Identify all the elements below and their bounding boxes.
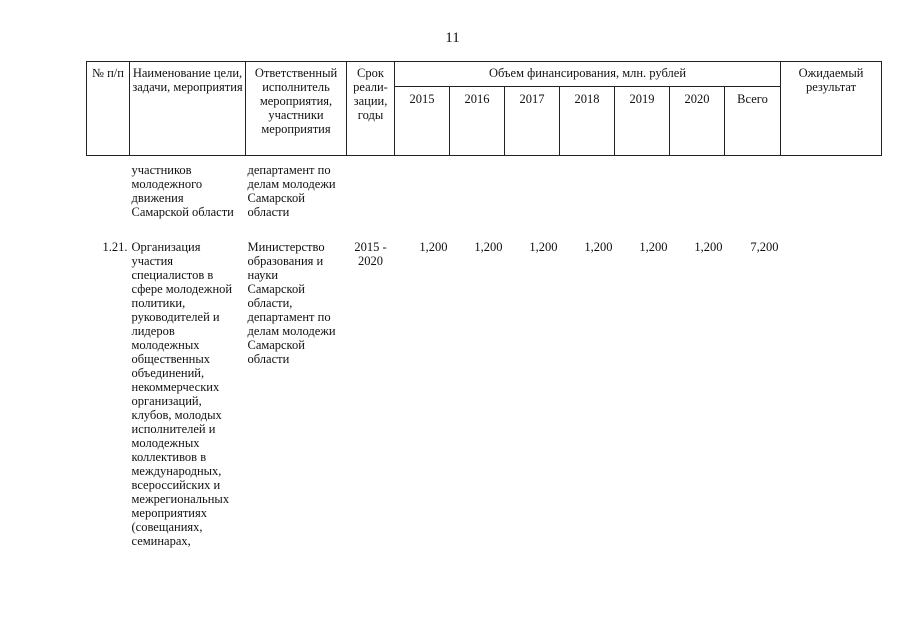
header-year-2020: 2020: [670, 87, 725, 156]
row-name: [130, 233, 246, 548]
row-name-line: объединений,: [131, 366, 205, 380]
header-name: Наименование цели, задачи, мероприятия: [130, 62, 246, 156]
header-year-2019: 2019: [615, 87, 670, 156]
row-name-line: Самарской области: [131, 205, 234, 219]
row-value-2015: [395, 156, 450, 234]
header-number: № п/п: [87, 62, 130, 156]
header-executor: Ответственный исполнитель мероприятия, участники мероприятия: [246, 62, 347, 156]
row-value-2017: [505, 156, 560, 234]
row-name-line: руководителей и: [131, 310, 220, 324]
row-period-line: 2015 -: [354, 240, 387, 254]
row-value-2018: 1,200: [584, 240, 613, 254]
header-year-2016: 2016: [450, 87, 505, 156]
row-executor-line: образования и: [247, 254, 324, 268]
row-name-line: общественных: [131, 352, 211, 366]
row-executor-line: науки: [247, 268, 279, 282]
row-value-2016: [450, 156, 505, 234]
row-value-2017: 1,200: [529, 240, 558, 254]
row-executor: [246, 233, 347, 548]
row-name-line: семинарах,: [131, 534, 191, 548]
row-number: 1.21.: [102, 240, 128, 254]
row-executor-line: области,: [247, 296, 293, 310]
funding-table: [86, 61, 882, 548]
row-name-line: политики,: [131, 296, 186, 310]
row-name-line: молодежных: [131, 436, 200, 450]
header-period: Срок реали- зации, годы: [347, 62, 395, 156]
row-name-line: движения: [131, 191, 184, 205]
row-name-line: молодежных: [131, 338, 200, 352]
row-name-line: коллективов в: [131, 450, 207, 464]
row-name-line: всероссийских и: [131, 478, 221, 492]
page-number: 11: [445, 30, 460, 46]
row-executor-line: Самарской: [247, 191, 305, 205]
row-name-line: мероприятиях: [131, 506, 207, 520]
row-name-line: международных,: [131, 464, 222, 478]
row-executor-line: Министерство: [247, 240, 325, 254]
row-name: [130, 156, 246, 234]
row-value-2019: 1,200: [639, 240, 668, 254]
row-name-line: исполнителей и: [131, 422, 216, 436]
row-name-line: некоммерческих: [131, 380, 220, 394]
row-value-2016: 1,200: [474, 240, 503, 254]
row-name-line: сфере молодежной: [131, 282, 233, 296]
row-name-line: клубов, молодых: [131, 408, 222, 422]
row-name-line: Организация: [131, 240, 201, 254]
row-total: [725, 156, 781, 234]
header-year-2018: 2018: [560, 87, 615, 156]
row-value-2020: [670, 156, 725, 234]
row-name-line: специалистов в: [131, 268, 214, 282]
header-total: Всего: [725, 87, 781, 156]
row-executor-line: делам молодежи: [247, 324, 336, 338]
row-name-line: молодежного: [131, 177, 203, 191]
row-name-line: участия: [131, 254, 174, 268]
row-period-line: 2020: [358, 254, 383, 268]
header-funding: Объем финансирования, млн. рублей: [395, 62, 781, 87]
row-name-line: организаций,: [131, 394, 202, 408]
row-executor-line: области: [247, 352, 290, 366]
row-executor: [246, 156, 347, 234]
row-name-line: межрегиональных: [131, 492, 230, 506]
row-value-2018: [560, 156, 615, 234]
row-value-2019: [615, 156, 670, 234]
header-result: Ожидаемый результат: [781, 62, 882, 156]
table-row: [87, 156, 882, 234]
row-executor-line: делам молодежи: [247, 177, 336, 191]
header-year-2017: 2017: [505, 87, 560, 156]
row-total: 7,200: [750, 240, 779, 254]
row-period: [347, 156, 395, 234]
row-number: [87, 156, 130, 234]
row-executor-line: Самарской: [247, 282, 305, 296]
row-executor-line: департамент по: [247, 163, 331, 177]
row-value-2020: 1,200: [694, 240, 723, 254]
row-result: [781, 233, 882, 548]
row-executor-line: области: [247, 205, 290, 219]
row-name-line: участников: [131, 163, 192, 177]
row-name-line: лидеров: [131, 324, 175, 338]
row-value-2015: 1,200: [419, 240, 448, 254]
row-result: [781, 156, 882, 234]
row-executor-line: Самарской: [247, 338, 305, 352]
row-executor-line: департамент по: [247, 310, 331, 324]
row-period: [347, 233, 395, 548]
table-row: [87, 233, 882, 548]
row-name-line: (совещаниях,: [131, 520, 203, 534]
header-year-2015: 2015: [395, 87, 450, 156]
